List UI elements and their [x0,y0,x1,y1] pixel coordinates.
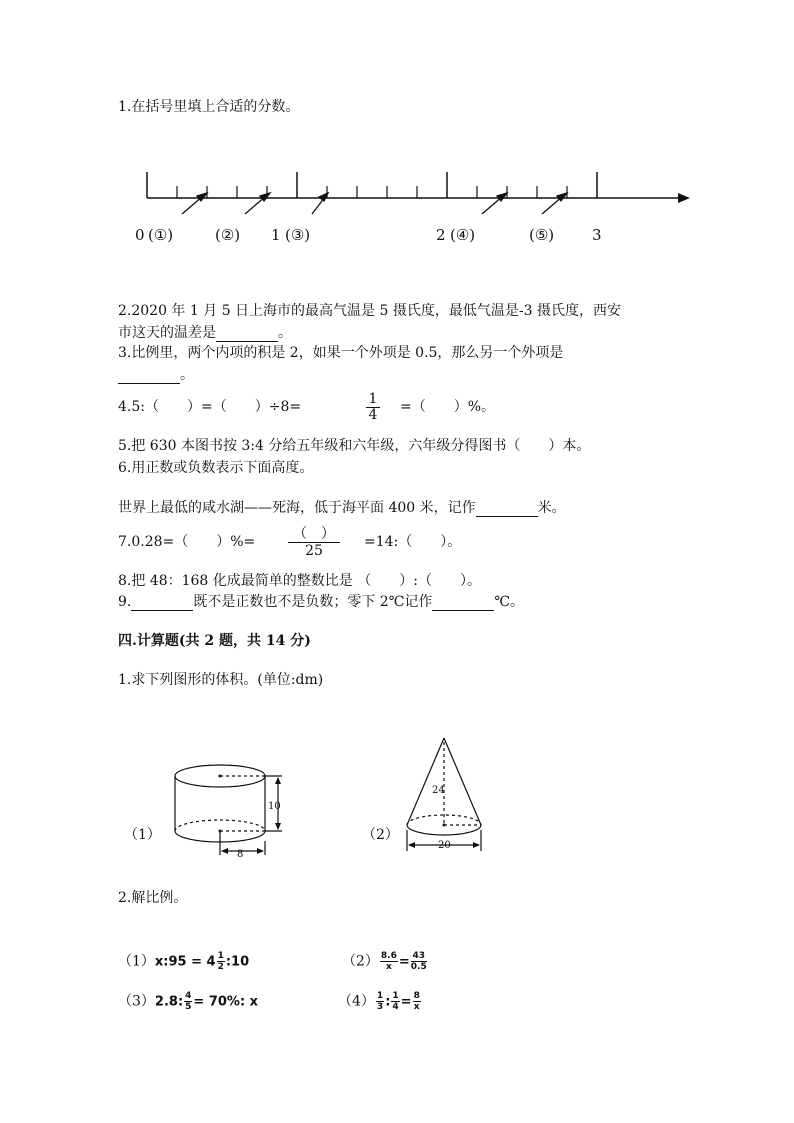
question-6-sub: 世界上最低的咸水湖——死海，低于海平面 400 米，记作 米。 [118,500,566,516]
question-3-line1: 3.比例里，两个内项的积是 2，如果一个外项是 0.5，那么另一个外项是 [118,345,564,361]
question-2-line2: 市这天的温差是 。 [118,325,292,341]
figure-2-label: （2） [362,827,399,843]
number-line-blank-4: (④) [450,226,476,244]
question-4-fraction: $\frac{1}{4}$ [366,392,380,423]
number-line-blank-1: (①) [148,226,174,244]
question-8-text: 8.把 48：168 化成最简单的整数比是 （ ）:（ ）。 [118,573,481,589]
section-title: 四.计算题(共 2 题，共 14 分) [118,633,311,649]
proportion-2: （2） $\frac{8.6}{x}$ = $\frac{43}{0.5}$ [342,951,427,972]
calc-1-text: 1.求下列图形的体积。(单位:dm) [118,672,324,688]
question-4-part1: 4.5:（ ）=（ ）÷8= [118,399,302,415]
question-5-text: 5.把 630 本图书按 3:4 分给五年级和六年级，六年级分得图书（ ）本。 [118,438,591,454]
question-7-fraction: （ ） 25 [288,526,340,559]
proportion-1: （1）x:95 = 4 $\frac{1}{2}$ :10 [118,951,250,972]
question-6-text: 6.用正数或负数表示下面高度。 [118,460,314,476]
question-4-part2: =（ ）%。 [400,399,496,415]
cylinder-radius-label: 8 [237,849,244,860]
cone-diameter-label: 20 [438,840,451,851]
number-line-blank-5: (⑤) [529,226,555,244]
proportion-3: （3）2.8: $\frac{4}{5}$ = 70%: x [118,991,259,1012]
question-7-part2: =14:（ ）。 [364,534,462,550]
cone-height-label: 24 [432,785,445,796]
question-2-line1: 2.2020 年 1 月 5 日上海市的最高气温是 5 摄氏度，最低气温是-3 摄氏度，西安 [118,303,621,319]
question-3-line2: 。 [118,366,194,384]
calc-2-text: 2.解比例。 [118,890,188,906]
number-line-label-3: 3 [592,226,602,244]
figure-1-label: （1） [124,827,161,843]
proportion-4: （4） $\frac{1}{3}$ : $\frac{1}{4}$ = $\frac{8}{x}$ [338,991,420,1012]
number-line-label-0: 0 [135,226,145,244]
question-7-part1: 7.0.28=（ ）%= [118,534,256,550]
question-1-text: 1.在括号里填上合适的分数。 [118,99,300,115]
number-line-label-1: 1 [271,226,281,244]
number-line-label-2: 2 [436,226,446,244]
number-line-blank-2: (②) [215,226,241,244]
number-line-blank-3: (③) [285,226,311,244]
question-9-text: 9. 既不是正数也不是负数；零下 2℃记作 ℃。 [118,594,525,610]
cylinder-height-label: 10 [268,801,281,812]
